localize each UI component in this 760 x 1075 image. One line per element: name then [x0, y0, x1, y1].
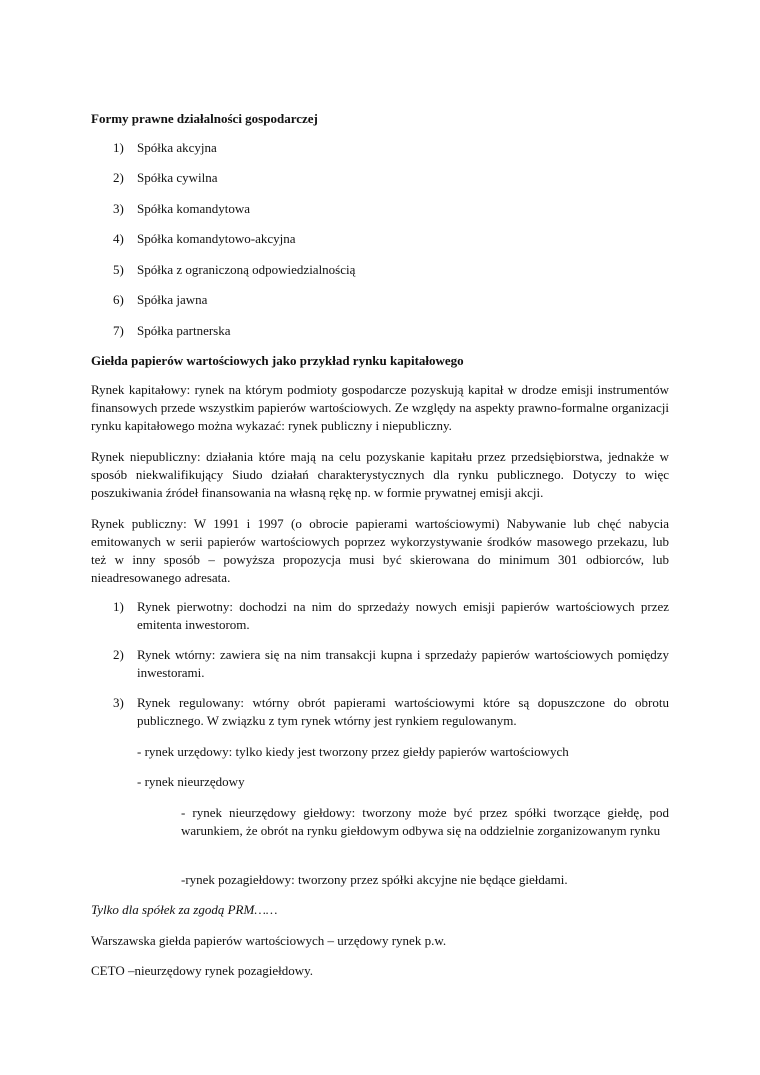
paragraph-public-market: Rynek publiczny: W 1991 i 1997 (o obrocie papierami wartościowymi) Nabywanie lub chęć nabycia emitowanych w serii papierów wartościowych poprzez wykorzystywanie środków masowego przekazu, lub też w inny sposób – powyższa propozycja musi być skierowana do minimum 301 odbiorców, lub nieadresowanego adresata.	[91, 516, 669, 585]
list-text: Spółka cywilna	[137, 170, 218, 185]
paragraph-capital-market: Rynek kapitałowy: rynek na którym podmioty gospodarcze pozyskują kapitał w drodze emisji instrumentów finansowych przede wszystkim papierów wartościowych. Ze względy na aspekty prawno-formalne organizacji rynku kapitałowego można wykazać: rynek publiczny i niepubliczny.	[91, 382, 669, 433]
list-number: 7)	[113, 323, 124, 338]
list-number: 4)	[113, 231, 124, 246]
list-number: 2)	[113, 647, 124, 662]
list-text: Spółka z ograniczoną odpowiedzialnością	[137, 262, 356, 277]
sub-sub-item-exchange-unofficial: - rynek nieurzędowy giełdowy: tworzony może być przez spółki tworzące giełdę, pod warunkiem, że obrót na rynku giełdowym odbywa się na oddzielnie zorganizowanym rynku	[181, 805, 669, 838]
line-warsaw-exchange: Warszawska giełda papierów wartościowych – urzędowy rynek p.w.	[91, 933, 447, 948]
heading-legal-forms: Formy prawne działalności gospodarczej	[91, 111, 318, 126]
paragraph-non-public-market: Rynek niepubliczny: działania które mają na celu pozyskanie kapitału przez przedsiębiorstwa, jednakże w sposób niekwalifikujący Siudo działań charakterystycznych dla rynku publicznego. Dotyczy to więc poszukiwania źródeł finansowania na własną rękę np. w formie prywatnej emisji akcji.	[91, 449, 669, 500]
list-number: 2)	[113, 170, 124, 185]
list-text: Spółka jawna	[137, 292, 208, 307]
list-number: 3)	[113, 201, 124, 216]
list-text: Rynek pierwotny: dochodzi na nim do sprzedaży nowych emisji papierów wartościowych przez emitenta inwestorom.	[137, 599, 669, 632]
list-number: 6)	[113, 292, 124, 307]
sub-item-official-market: - rynek urzędowy: tylko kiedy jest tworzony przez giełdy papierów wartościowych	[137, 744, 569, 759]
italic-note: Tylko dla spółek za zgodą PRM……	[91, 902, 278, 917]
list-text: Spółka akcyjna	[137, 140, 217, 155]
list-number: 5)	[113, 262, 124, 277]
list-text: Spółka komandytowo-akcyjna	[137, 231, 296, 246]
list-text: Spółka partnerska	[137, 323, 231, 338]
list-number: 1)	[113, 599, 124, 614]
list-number: 1)	[113, 140, 124, 155]
sub-sub-item-off-exchange: -rynek pozagiełdowy: tworzony przez spółki akcyjne nie będące giełdami.	[181, 872, 568, 887]
list-number: 3)	[113, 695, 124, 710]
line-ceto: CETO –nieurzędowy rynek pozagiełdowy.	[91, 963, 314, 978]
heading-stock-exchange: Giełda papierów wartościowych jako przykład rynku kapitałowego	[91, 353, 464, 368]
list-text: Spółka komandytowa	[137, 201, 251, 216]
list-text: Rynek regulowany: wtórny obrót papierami wartościowymi które są dopuszczone do obrotu publicznego. W związku z tym rynek wtórny jest rynkiem regulowanym.	[137, 695, 669, 728]
sub-item-unofficial-market: - rynek nieurzędowy	[137, 774, 245, 789]
list-text: Rynek wtórny: zawiera się na nim transakcji kupna i sprzedaży papierów wartościowych pomiędzy inwestorami.	[137, 647, 669, 680]
